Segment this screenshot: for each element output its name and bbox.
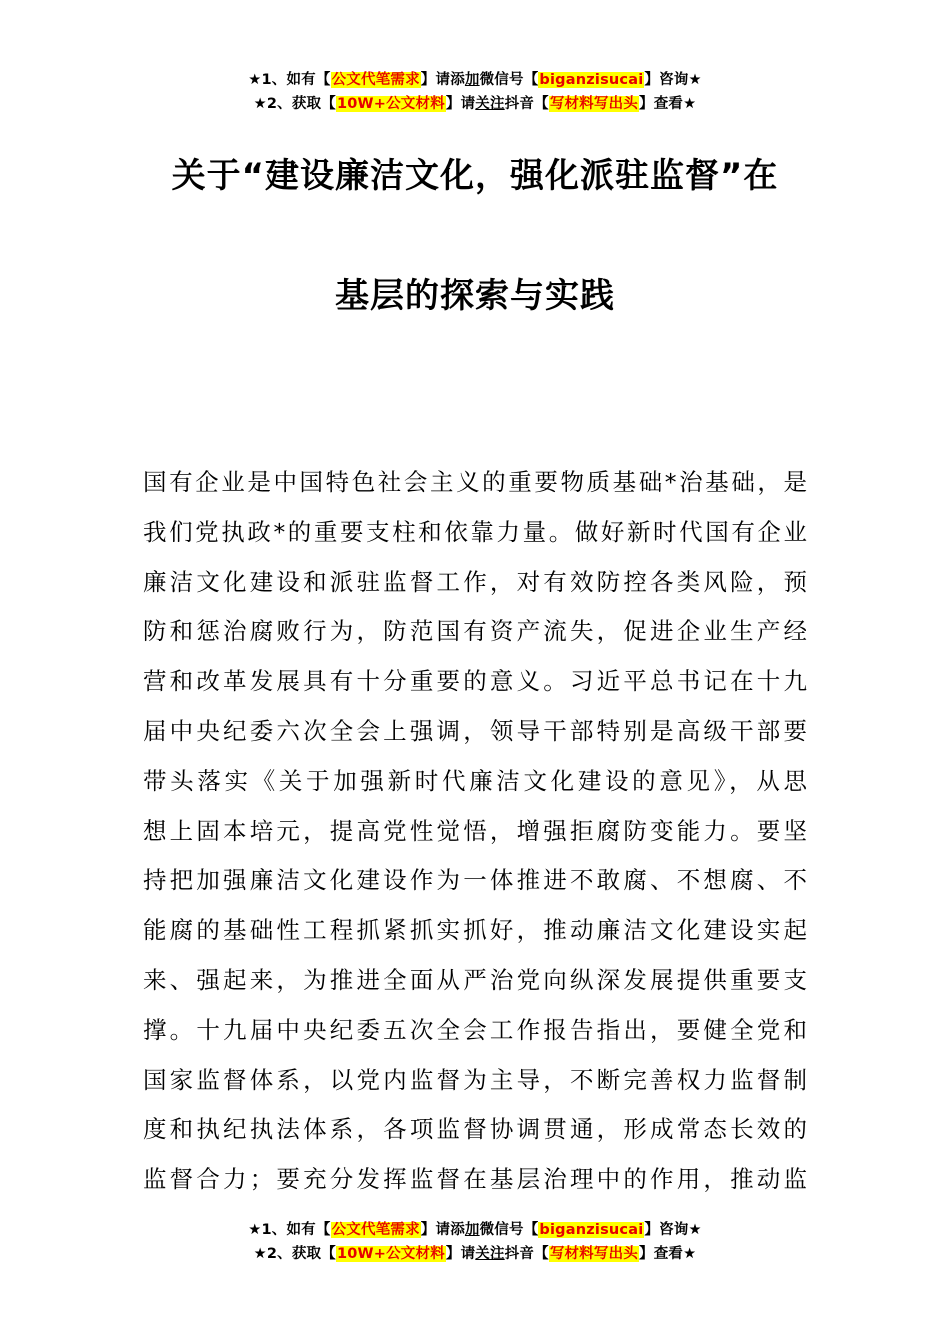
body-line: 持把加强廉洁文化建设作为一体推进不敢腐、不想腐、不 <box>143 866 807 895</box>
body-line: 国家监督体系，以党内监督为主导，不断完善权力监督制 <box>143 1065 807 1094</box>
promo-text: 微信号【 <box>479 72 539 88</box>
promo-highlight: biganzisucai <box>539 72 644 88</box>
promo-text: 抖音【 <box>504 96 549 112</box>
promo-text: 】请 <box>445 1246 476 1262</box>
promo-text: 】咨询★ <box>644 72 702 88</box>
promo-text: ★2、获取【 <box>253 1246 336 1262</box>
promo-text: 】咨询★ <box>644 1222 702 1238</box>
promo-text: 抖音【 <box>504 1246 549 1262</box>
promo-highlight: 10W+公文材料 <box>336 96 445 112</box>
promo-text: 】请添 <box>420 1222 465 1238</box>
promo-highlight: 写材料写出头 <box>549 96 639 112</box>
promo-highlight: biganzisucai <box>539 1222 644 1238</box>
body-line: 廉洁文化建设和派驻监督工作，对有效防控各类风险，预 <box>143 567 807 596</box>
promo-highlight: 公文代笔需求 <box>331 1222 420 1238</box>
body-line: 营和改革发展具有十分重要的意义。习近平总书记在十九 <box>143 667 807 696</box>
promo-banner-bottom <box>0 1218 950 1266</box>
promo-emphasis: 关注 <box>475 1246 505 1262</box>
body-line: 我们党执政*的重要支柱和依靠力量。做好新时代国有企业 <box>143 517 807 546</box>
promo-line-1 <box>0 1218 950 1242</box>
body-line: 届中央纪委六次全会上强调，领导干部特别是高级干部要 <box>143 716 807 745</box>
body-line: 撑。十九届中央纪委五次全会工作报告指出，要健全党和 <box>143 1015 807 1044</box>
promo-text: 】请添 <box>420 72 465 88</box>
promo-line-2 <box>0 1242 950 1266</box>
body-line: 度和执纪执法体系，各项监督协调贯通，形成常态长效的 <box>143 1115 807 1144</box>
document-body <box>143 458 807 1205</box>
promo-text: 】查看★ <box>639 1246 697 1262</box>
promo-emphasis: 加 <box>464 72 480 88</box>
body-line: 来、强起来，为推进全面从严治党向纵深发展提供重要支 <box>143 965 807 994</box>
body-line: 防和惩治腐败行为，防范国有资产流失，促进企业生产经 <box>143 617 807 646</box>
promo-emphasis: 加 <box>464 1222 480 1238</box>
body-line: 想上固本培元，提高党性觉悟，增强拒腐防变能力。要坚 <box>143 816 807 845</box>
promo-line-2 <box>0 92 950 116</box>
promo-highlight: 10W+公文材料 <box>336 1246 445 1262</box>
promo-text: ★1、如有【 <box>248 72 331 88</box>
body-line: 带头落实《关于加强新时代廉洁文化建设的意见》，从思 <box>143 766 807 795</box>
promo-text: ★2、获取【 <box>253 96 336 112</box>
body-line: 国有企业是中国特色社会主义的重要物质基础*治基础，是 <box>143 468 807 496</box>
promo-text: 】查看★ <box>639 96 697 112</box>
promo-banner-top <box>0 68 950 116</box>
promo-line-1 <box>0 68 950 92</box>
document-title-line-2: 基层的探索与实践 <box>335 276 615 316</box>
promo-text: 】请 <box>445 96 476 112</box>
promo-highlight: 公文代笔需求 <box>331 72 420 88</box>
promo-text: 微信号【 <box>479 1222 539 1238</box>
body-line: 能腐的基础性工程抓紧抓实抓好，推动廉洁文化建设实起 <box>143 916 807 945</box>
promo-highlight: 写材料写出头 <box>549 1246 639 1262</box>
promo-text: ★1、如有【 <box>248 1222 331 1238</box>
document-title-line-1: 关于“建设廉洁文化，强化派驻监督”在 <box>171 156 779 196</box>
body-line: 监督合力；要充分发挥监督在基层治理中的作用，推动监 <box>143 1165 807 1194</box>
promo-emphasis: 关注 <box>475 96 505 112</box>
